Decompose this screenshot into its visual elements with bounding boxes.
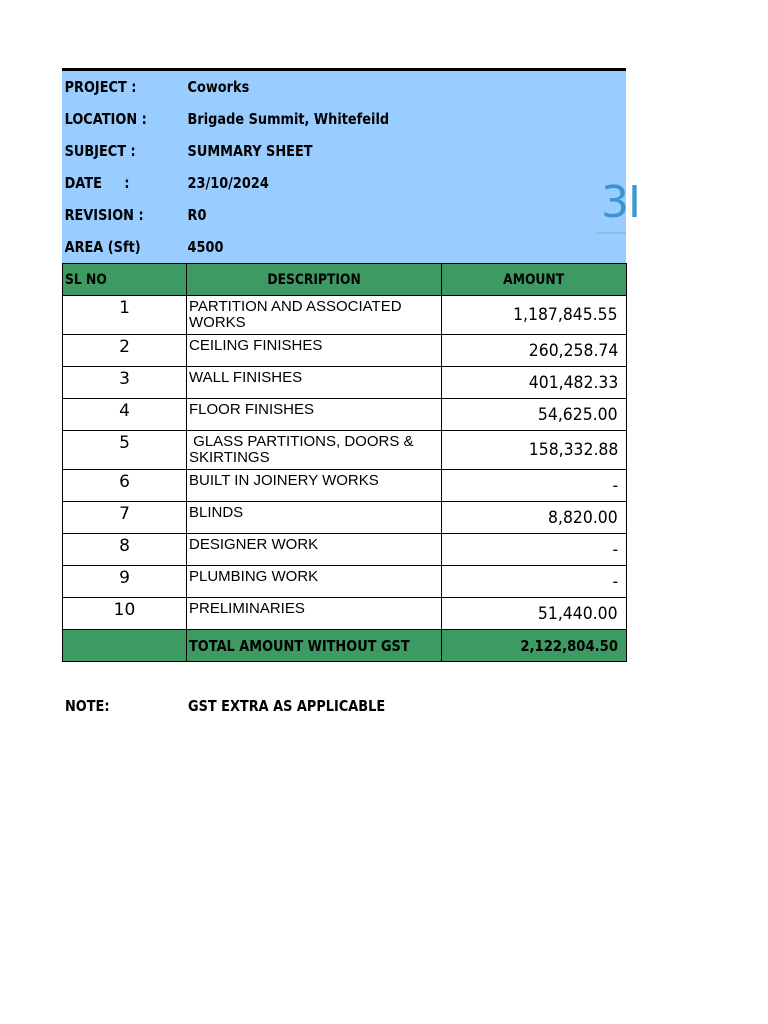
- table-row: [63, 296, 627, 335]
- amount-cell: 54,625.00: [442, 399, 627, 431]
- area-label: AREA (Sft): [64, 238, 141, 256]
- description-cell: FLOOR FINISHES: [187, 399, 442, 431]
- sl-no-cell: 6: [63, 470, 187, 502]
- description-cell: PARTITION AND ASSOCIATED WORKS: [187, 296, 442, 335]
- location-label: LOCATION :: [64, 110, 147, 128]
- summary-table: [62, 263, 627, 662]
- table-row: [63, 502, 627, 534]
- note-label: NOTE:: [65, 697, 110, 715]
- date-label: DATE :: [64, 174, 130, 192]
- table-row: [63, 431, 627, 470]
- description-cell: DESIGNER WORK: [187, 534, 442, 566]
- table-row: [63, 566, 627, 598]
- description-cell: BLINDS: [187, 502, 442, 534]
- column-header-description: DESCRIPTION: [187, 264, 442, 296]
- table-row: [63, 335, 627, 367]
- table-row: [63, 534, 627, 566]
- note-text: GST EXTRA AS APPLICABLE: [188, 697, 386, 715]
- total-amount: 2,122,804.50: [442, 630, 627, 662]
- description-cell: GLASS PARTITIONS, DOORS & SKIRTINGS: [187, 431, 442, 470]
- sl-no-cell: 10: [63, 598, 187, 630]
- description-cell: PRELIMINARIES: [187, 598, 442, 630]
- revision-value: R0: [187, 206, 207, 224]
- table-row: [63, 598, 627, 630]
- total-empty-cell: [63, 630, 187, 662]
- table-row: [63, 399, 627, 431]
- amount-cell: 1,187,845.55: [442, 296, 627, 335]
- total-label: TOTAL AMOUNT WITHOUT GST: [187, 630, 442, 662]
- sl-no-cell: 1: [63, 296, 187, 335]
- column-header-amount: AMOUNT: [442, 264, 627, 296]
- project-header: [62, 71, 640, 263]
- revision-label: REVISION :: [64, 206, 144, 224]
- table-row: [63, 367, 627, 399]
- sl-no-cell: 8: [63, 534, 187, 566]
- date-value: 23/10/2024: [187, 174, 269, 192]
- sl-no-cell: 4: [63, 399, 187, 431]
- amount-cell: 8,820.00: [442, 502, 627, 534]
- subject-value: SUMMARY SHEET: [187, 142, 313, 160]
- table-row: [63, 470, 627, 502]
- description-cell: PLUMBING WORK: [187, 566, 442, 598]
- description-cell: WALL FINISHES: [187, 367, 442, 399]
- amount-cell: 158,332.88: [442, 431, 627, 470]
- sl-no-cell: 9: [63, 566, 187, 598]
- location-value: Brigade Summit, Whitefeild: [187, 110, 390, 128]
- table-header-row: [63, 264, 627, 296]
- column-header-sl-no: SL NO: [63, 264, 187, 296]
- amount-cell: -: [442, 470, 627, 502]
- sl-no-cell: 3: [63, 367, 187, 399]
- area-value: 4500: [187, 238, 224, 256]
- logo-underline: [596, 232, 626, 234]
- amount-cell: 260,258.74: [442, 335, 627, 367]
- amount-cell: 51,440.00: [442, 598, 627, 630]
- sl-no-cell: 2: [63, 335, 187, 367]
- project-label: PROJECT :: [64, 78, 137, 96]
- amount-cell: 401,482.33: [442, 367, 627, 399]
- project-value: Coworks: [187, 78, 250, 96]
- amount-cell: -: [442, 534, 627, 566]
- sl-no-cell: 7: [63, 502, 187, 534]
- amount-cell: -: [442, 566, 627, 598]
- sl-no-cell: 5: [63, 431, 187, 470]
- description-cell: CEILING FINISHES: [187, 335, 442, 367]
- total-row: [63, 630, 627, 662]
- summary-sheet: [62, 68, 640, 662]
- subject-label: SUBJECT :: [64, 142, 136, 160]
- description-cell: BUILT IN JOINERY WORKS: [187, 470, 442, 502]
- company-logo: 3I: [601, 177, 640, 228]
